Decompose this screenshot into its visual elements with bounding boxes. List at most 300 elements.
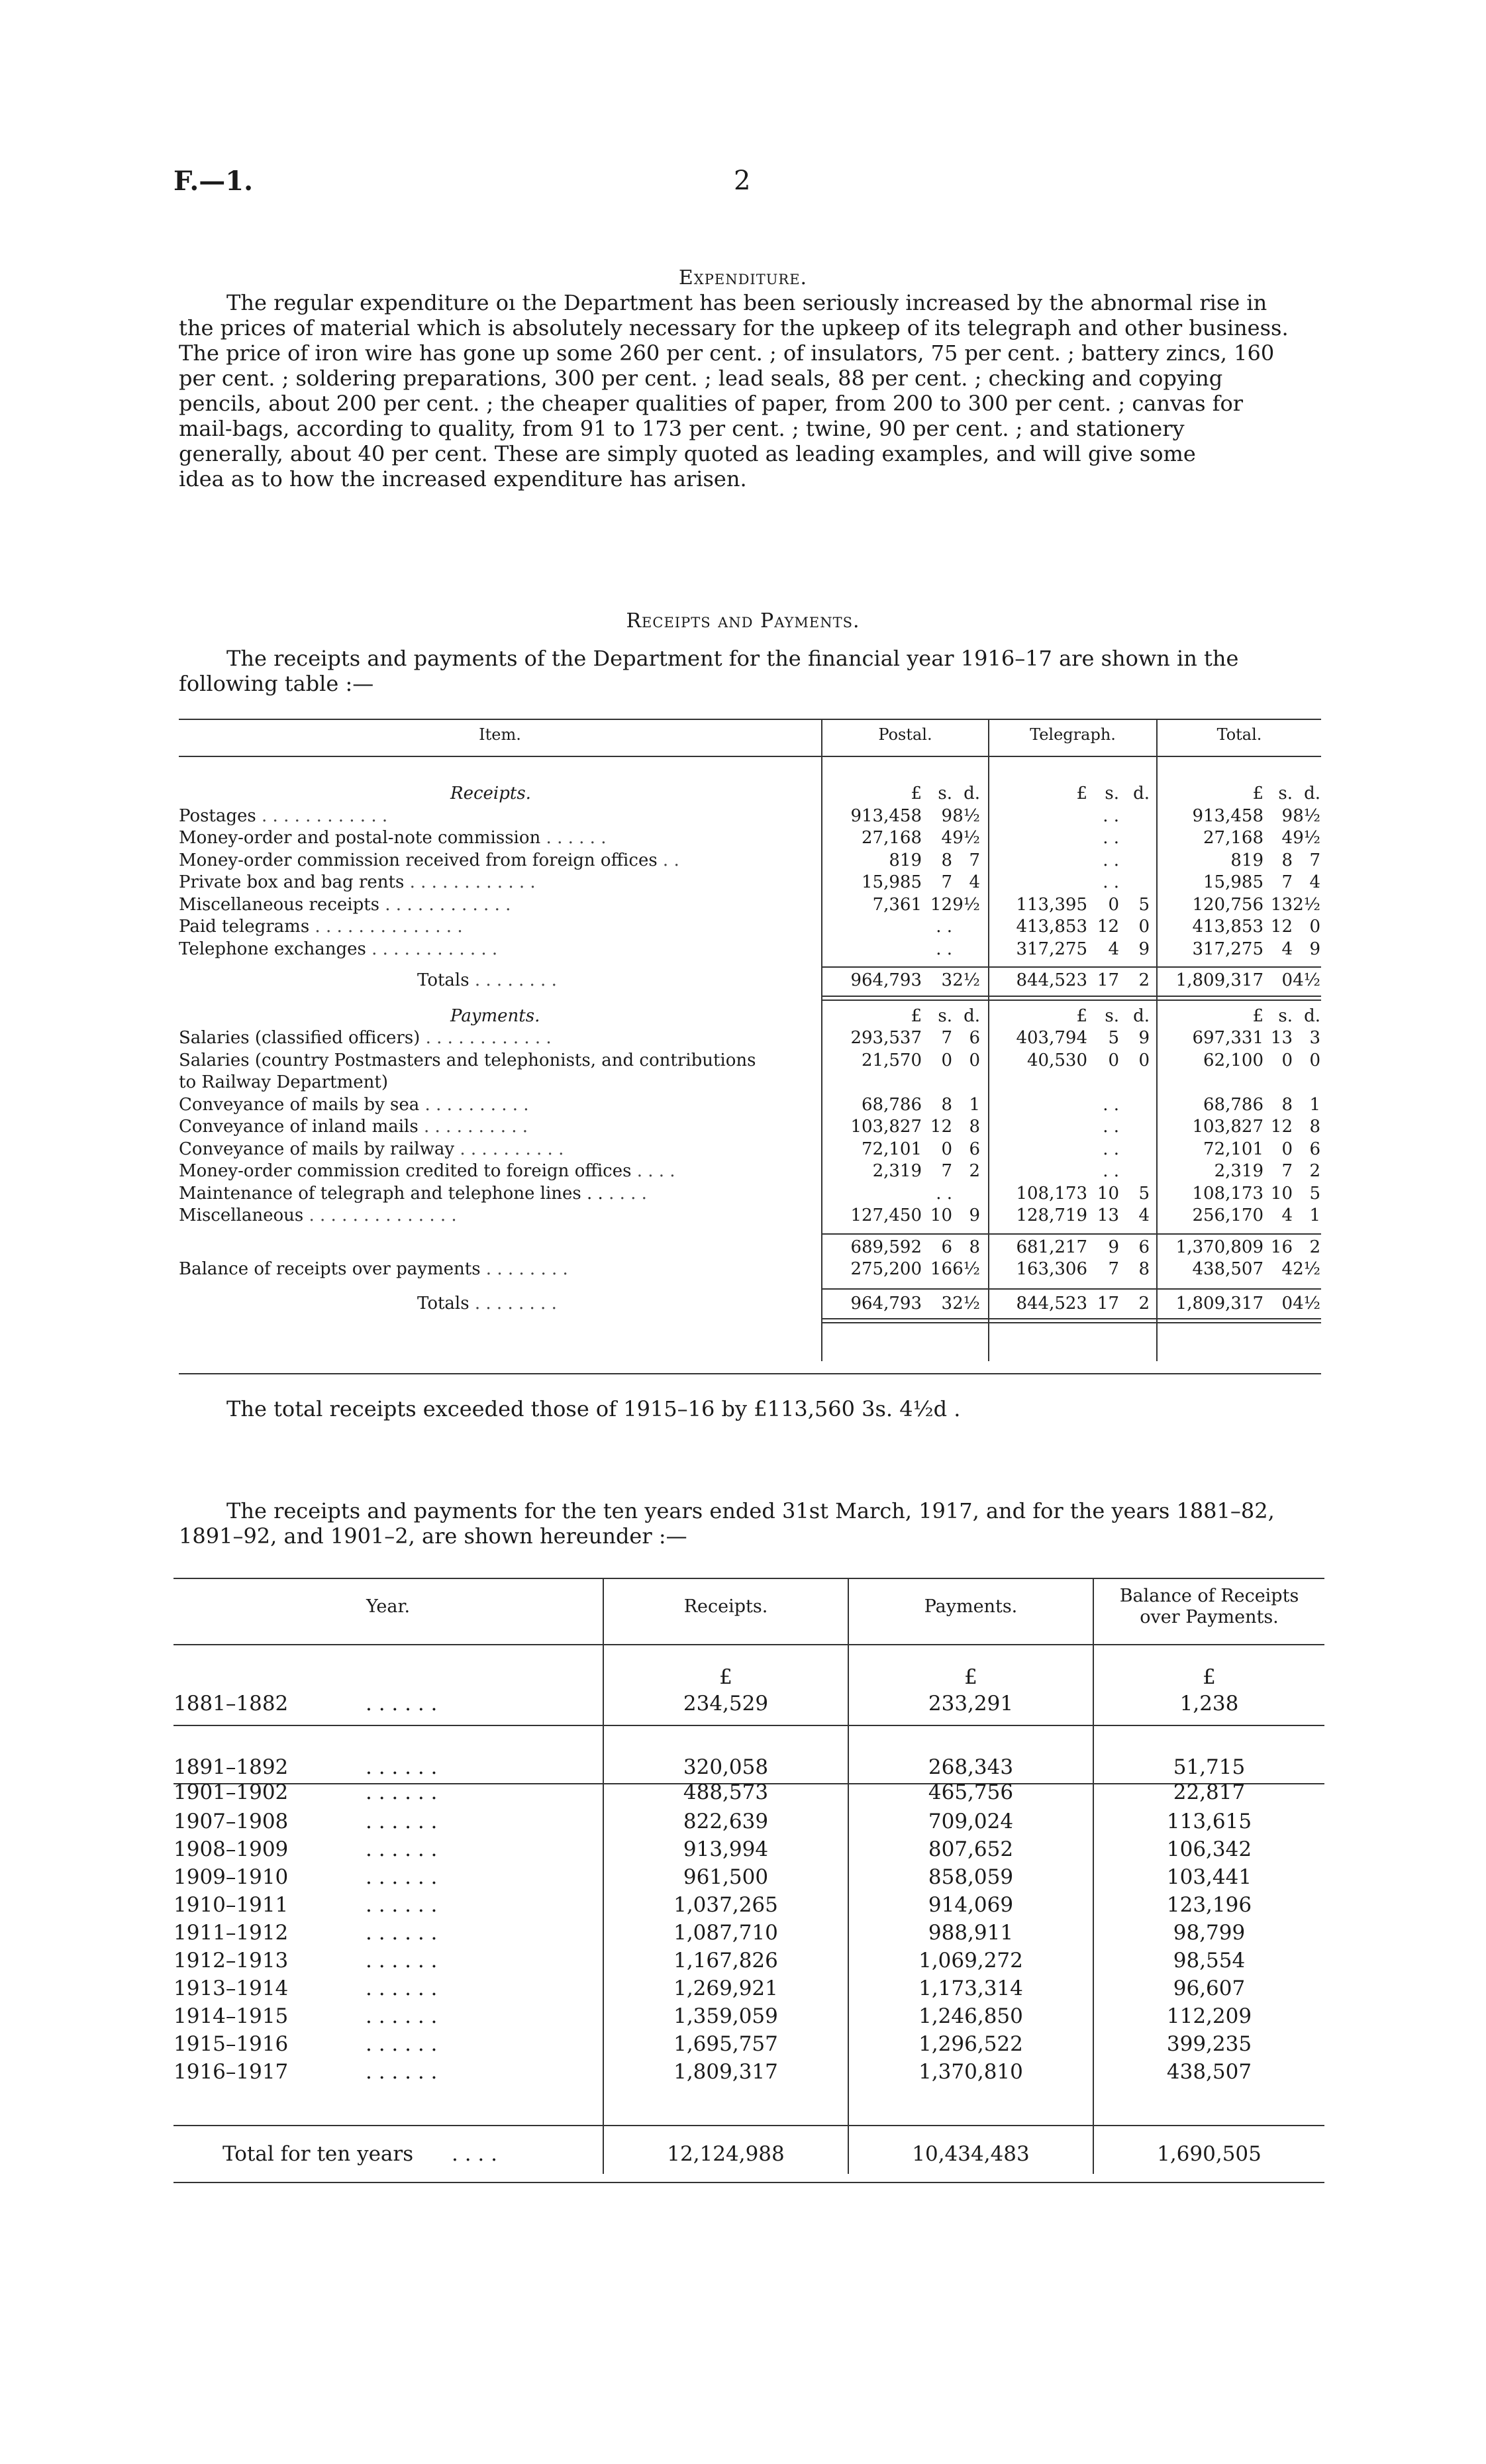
double-rule [1158, 996, 1321, 1001]
year-cell: 1911–1912 [173, 1921, 289, 1945]
cell-total-pence: 0 [1309, 917, 1320, 937]
cell-postal-shillings: 12 [930, 1117, 952, 1137]
leader-dots: . . . . . . . . . . [418, 1117, 528, 1137]
cell-telegraph-pounds: 113,395 [1016, 894, 1087, 915]
lsd-header: £ [1252, 1005, 1263, 1026]
cell-total-pounds: 27,168 [1203, 828, 1263, 848]
cell-total-pence: 2 [1309, 1161, 1320, 1181]
cell-total-shillings: 4 [1281, 1206, 1293, 1225]
sum-rule [989, 1288, 1156, 1290]
balance-cell: 438,507 [1166, 2060, 1252, 2084]
cell-total-pence: 3 [1309, 1028, 1320, 1048]
leader-dots: . . . . . . . . . . . . [256, 805, 388, 826]
lsd-header: d. [1304, 784, 1320, 803]
leader-dots: . . . . . . [366, 1865, 438, 1889]
leader-dots: . . . . . . . . . . . . . . [303, 1206, 457, 1225]
sum-rule [822, 1233, 988, 1235]
cell-total-pounds: 68,786 [1203, 1094, 1263, 1115]
receipts-cell: 1,167,826 [673, 1949, 778, 1973]
item-label [179, 872, 536, 892]
cell-postal-pounds: 2,319 [872, 1161, 922, 1181]
cell-telegraph-pence: 5 [1138, 1183, 1150, 1204]
sum-rule [1158, 966, 1321, 968]
cell-telegraph-pounds: 403,794 [1016, 1028, 1087, 1048]
cell-total-shillings: 12 [1270, 917, 1293, 937]
expenditure-paragraph [179, 290, 1324, 491]
payments-cell: 1,173,314 [918, 1976, 1023, 2000]
leader-dots: . . . . . . [366, 1921, 438, 1945]
cell-total-pounds: 62,100 [1203, 1050, 1263, 1070]
balance-cell: 1,238 [1179, 1692, 1239, 1716]
leader-dots: . . . . . . [540, 828, 607, 848]
cell-telegraph-pence: 9 [1138, 1028, 1150, 1048]
cell-telegraph-pounds: 844,523 [1016, 970, 1087, 990]
item-text: Miscellaneous [179, 1206, 304, 1225]
cell-total-pounds: 317,275 [1192, 939, 1263, 959]
item-label [179, 1184, 647, 1204]
cell-postal-shillings: 9 [941, 805, 952, 826]
year-cell: 1910–1911 [173, 1893, 289, 1917]
payments-cell: 1,296,522 [918, 2032, 1023, 2056]
item-label [179, 1095, 529, 1115]
cell-telegraph-pence: 0 [1138, 917, 1150, 937]
table-rule [179, 756, 1321, 757]
cell-postal-pence: 8 [969, 1237, 980, 1257]
cell-total-pence: 2½ [1293, 1259, 1320, 1279]
receipts-cell: 1,087,710 [673, 1921, 778, 1945]
cell-total-shillings: 13 [1270, 894, 1293, 915]
cell-total-pounds: 1,809,317 [1175, 970, 1263, 990]
leader-dots: . . . . . . . . . . [419, 1094, 529, 1115]
sum-rule [822, 966, 988, 968]
item-label [179, 806, 387, 826]
column-header-item: Item. [479, 725, 521, 744]
para-line: generally, about 40 per cent. These are simply quoted as leading examples, and will give some [179, 441, 1196, 466]
para-line: mail-bags, according to quality, from 91 to 173 per cent. ; twine, 90 per cent. ; and stationery [179, 416, 1185, 441]
item-text: Paid telegrams [179, 917, 310, 937]
item-text: Conveyance of inland mails [179, 1117, 419, 1137]
leader-dots: . . [657, 850, 679, 870]
cell-postal-pounds: 68,786 [862, 1094, 922, 1115]
item-text: Totals [417, 970, 470, 990]
receipts-payments-intro [179, 646, 1324, 696]
cell-total-pounds: 697,331 [1192, 1028, 1263, 1048]
cell-total-pounds: 1,370,809 [1175, 1237, 1263, 1257]
cell-postal-pence: 9 [969, 1206, 980, 1225]
item-text: Telephone exchanges [179, 939, 366, 959]
item-label [417, 1294, 557, 1313]
receipts-cell: 913,994 [683, 1837, 769, 1861]
cell-telegraph-pounds: 128,719 [1016, 1206, 1087, 1225]
cell-total-pounds: 1,809,317 [1175, 1293, 1263, 1313]
cell-telegraph-shillings: 5 [1108, 1028, 1119, 1048]
cell-telegraph-shillings: . . [1103, 1117, 1119, 1137]
receipts-note: The total receipts exceeded those of 1915–16 by £113,560 3s. 4½d . [226, 1396, 961, 1421]
cell-postal-pounds: 819 [889, 850, 922, 870]
cell-total-shillings: 8 [1281, 1094, 1293, 1115]
para-line: 1891–92, and 1901–2, are shown hereunder :— [179, 1523, 687, 1549]
cell-telegraph-pounds: 108,173 [1016, 1183, 1087, 1204]
item-text: Salaries (country Postmasters and telephonists, and contributions [179, 1050, 756, 1070]
table-rule [173, 2182, 1324, 2183]
item-text: Salaries (classified officers) [179, 1028, 421, 1048]
leader-dots: . . . . . . [366, 1780, 438, 1804]
para-line: the prices of material which is absolutely necessary for the upkeep of its telegraph and other business. [179, 315, 1289, 340]
lsd-header: s. [938, 1005, 952, 1026]
para-line: pencils, about 200 per cent. ; the cheaper qualities of paper, from 200 to 300 per cent. ; canvas for [179, 391, 1244, 416]
receipts-cell: 234,529 [683, 1692, 769, 1716]
lsd-header: d. [964, 1005, 980, 1026]
receipts-cell: 320,058 [683, 1755, 769, 1779]
cell-postal-shillings: 16 [930, 1259, 952, 1279]
leader-dots: . . . . . . [366, 1810, 438, 1833]
lsd-header: £ [1076, 784, 1087, 803]
leader-dots: . . . . [452, 2142, 497, 2166]
cell-total-pence: 9 [1309, 939, 1320, 959]
item-label [179, 1139, 564, 1159]
para-line: The receipts and payments of the Department for the financial year 1916–17 are shown in the [226, 646, 1239, 671]
item-label [179, 1206, 457, 1225]
cell-total-pounds: 438,507 [1192, 1259, 1263, 1279]
item-text: Totals [417, 1293, 470, 1313]
currency-symbol: £ [719, 1665, 732, 1689]
lsd-header: s. [938, 784, 952, 803]
table-rule [179, 1373, 1321, 1374]
year-cell: 1907–1908 [173, 1810, 289, 1833]
cell-postal-shillings: . . [936, 939, 952, 959]
table-rule [173, 2125, 1324, 2126]
expenditure-heading: Expenditure. [678, 266, 808, 289]
receipts-cell: 1,695,757 [673, 2032, 778, 2056]
item-label [179, 850, 679, 870]
cell-postal-pounds: 689,592 [850, 1237, 922, 1257]
item-label [179, 1051, 756, 1070]
lsd-header: d. [1304, 1005, 1320, 1026]
receipts-cell: 1,359,059 [673, 2004, 778, 2028]
cell-total-pence: 4 [1309, 872, 1320, 892]
column-header-total: Total. [1216, 725, 1262, 744]
item-label [179, 1117, 528, 1137]
cell-telegraph-shillings: . . [1103, 1161, 1119, 1181]
cell-total-pence: 2 [1309, 1237, 1320, 1257]
cell-postal-pence: 2 [969, 1161, 980, 1181]
cell-postal-shillings: 0 [941, 1139, 952, 1159]
cell-total-pounds: 72,101 [1203, 1139, 1263, 1159]
cell-total-pence: 9½ [1293, 828, 1320, 848]
receipts-cell: 1,269,921 [673, 1976, 778, 2000]
payments-cell: 988,911 [928, 1921, 1014, 1945]
lsd-header: s. [1105, 784, 1119, 803]
cell-postal-pounds: 127,450 [850, 1206, 922, 1225]
year-cell: 1914–1915 [173, 2004, 289, 2028]
cell-postal-shillings: . . [936, 1183, 952, 1204]
year-cell: 1908–1909 [173, 1837, 289, 1861]
balance-cell: 112,209 [1166, 2004, 1252, 2028]
cell-total-pence: 1 [1309, 1094, 1320, 1115]
cell-total-pence: 0 [1309, 1050, 1320, 1070]
payments-cell: 858,059 [928, 1865, 1014, 1889]
para-line: per cent. ; soldering preparations, 300 per cent. ; lead seals, 88 per cent. ; checking and copying [179, 366, 1223, 391]
item-text: Money-order and postal-note commission [179, 828, 541, 848]
year-cell: 1913–1914 [173, 1976, 289, 2000]
cell-telegraph-pounds: 40,530 [1027, 1050, 1087, 1070]
cell-total-shillings: 0 [1281, 1139, 1293, 1159]
leader-dots: . . . . . . . . [469, 1293, 557, 1313]
lsd-header: s. [1278, 784, 1293, 803]
currency-symbol: £ [1203, 1665, 1216, 1689]
cell-telegraph-pence: 6 [1138, 1237, 1150, 1257]
section-label-receipts: Receipts. [450, 784, 531, 803]
sum-rule [989, 966, 1156, 968]
lsd-header: £ [911, 1005, 922, 1026]
total-receipts: 12,124,988 [667, 2142, 785, 2166]
item-text: Postages [179, 805, 256, 826]
cell-total-shillings: 10 [1270, 1183, 1293, 1204]
cell-postal-shillings: 7 [941, 1028, 952, 1048]
cell-total-pounds: 413,853 [1192, 917, 1263, 937]
item-label [179, 917, 463, 937]
cell-postal-shillings: 8 [941, 1094, 952, 1115]
cell-postal-shillings: 12 [930, 894, 952, 915]
cell-telegraph-shillings: 7 [1108, 1259, 1119, 1279]
cell-total-pence: 4½ [1293, 1293, 1320, 1313]
leader-dots: . . . . . . [366, 1976, 438, 2000]
cell-telegraph-shillings: . . [1103, 872, 1119, 892]
cell-postal-pounds: 103,827 [850, 1117, 922, 1137]
cell-telegraph-pounds: 681,217 [1016, 1237, 1087, 1257]
cell-telegraph-pounds: 163,306 [1016, 1259, 1087, 1279]
leader-dots: . . . . . . . . . . . . [366, 939, 498, 959]
item-label [179, 1259, 568, 1279]
cell-total-shillings: 0 [1281, 970, 1293, 990]
cell-total-shillings: 4 [1281, 939, 1293, 959]
column-header-balance [1094, 1586, 1324, 1628]
item-text: Balance of receipts over payments [179, 1259, 481, 1279]
cell-postal-shillings: 10 [930, 1206, 952, 1225]
cell-postal-pence: 6 [969, 1028, 980, 1048]
payments-cell: 1,069,272 [918, 1949, 1023, 1973]
cell-telegraph-shillings: 4 [1108, 939, 1119, 959]
lsd-header: d. [964, 784, 980, 803]
column-rule [821, 719, 822, 1361]
cell-total-shillings: 7 [1281, 872, 1293, 892]
table-rule [173, 1725, 1324, 1726]
item-label [179, 895, 511, 915]
para-line: following table :— [179, 671, 374, 696]
balance-cell: 98,799 [1173, 1921, 1246, 1945]
item-text: Money-order commission credited to foreign offices [179, 1161, 632, 1181]
ten-years-table [173, 1578, 1324, 2214]
header-line: over Payments. [1140, 1607, 1279, 1627]
column-header-postal: Postal. [878, 725, 932, 744]
cell-telegraph-pounds: 317,275 [1016, 939, 1087, 959]
cell-telegraph-pounds: 844,523 [1016, 1293, 1087, 1313]
para-line: The regular expenditure oı the Department has been seriously increased by the abnormal rise in [226, 290, 1267, 315]
cell-postal-pence: 4 [969, 872, 980, 892]
cell-postal-pounds: 913,458 [850, 805, 922, 826]
item-label [417, 970, 557, 990]
sum-rule [1158, 1288, 1321, 1290]
cell-postal-pence: 2½ [952, 1293, 980, 1313]
total-balance: 1,690,505 [1157, 2142, 1262, 2166]
payments-cell: 233,291 [928, 1692, 1014, 1716]
year-cell: 1912–1913 [173, 1949, 289, 1973]
cell-total-pence: 8 [1309, 1117, 1320, 1137]
cell-postal-shillings: 7 [941, 1161, 952, 1181]
cell-postal-pounds: 21,570 [862, 1050, 922, 1070]
cell-telegraph-pence: 2 [1138, 1293, 1150, 1313]
para-line: The price of iron wire has gone up some 260 per cent. ; of insulators, 75 per cent. ; battery zincs, 160 [179, 340, 1275, 366]
lsd-header: d. [1133, 1005, 1150, 1026]
cell-telegraph-shillings: 0 [1108, 1050, 1119, 1070]
cell-postal-pounds: 27,168 [862, 828, 922, 848]
cell-total-pounds: 108,173 [1192, 1183, 1263, 1204]
cell-total-pence: 4½ [1293, 970, 1320, 990]
total-label: Total for ten years [223, 2142, 414, 2166]
column-header-receipts: Receipts. [683, 1596, 768, 1617]
receipts-payments-heading: Receipts and Payments. [626, 609, 860, 633]
cell-postal-shillings: 7 [941, 872, 952, 892]
balance-cell: 22,817 [1173, 1780, 1246, 1804]
cell-total-shillings: 4 [1281, 828, 1293, 848]
cell-total-pounds: 2,319 [1214, 1161, 1263, 1181]
year-cell: 1916–1917 [173, 2060, 289, 2084]
item-text: Maintenance of telegraph and telephone lines . . [179, 1183, 603, 1204]
balance-cell: 106,342 [1166, 1837, 1252, 1861]
ten-years-intro [179, 1498, 1324, 1549]
cell-telegraph-shillings: . . [1103, 805, 1119, 826]
payments-cell: 1,246,850 [918, 2004, 1023, 2028]
cell-postal-pounds: 964,793 [850, 970, 922, 990]
cell-postal-shillings: 3 [941, 1293, 952, 1313]
double-rule [1158, 1318, 1321, 1323]
balance-cell: 103,441 [1166, 1865, 1252, 1889]
cell-postal-pence: 6 [969, 1139, 980, 1159]
cell-total-shillings: 7 [1281, 1161, 1293, 1181]
leader-dots: . . . . . . [366, 1949, 438, 1973]
cell-telegraph-shillings: . . [1103, 1094, 1119, 1115]
double-rule [822, 996, 988, 1001]
cell-postal-pence: 2½ [952, 970, 980, 990]
payments-cell: 465,756 [928, 1780, 1014, 1804]
sum-rule [989, 1233, 1156, 1235]
total-payments: 10,434,483 [912, 2142, 1030, 2166]
double-rule [989, 996, 1156, 1001]
cell-postal-pence: 0 [969, 1050, 980, 1070]
item-label [179, 828, 606, 848]
cell-telegraph-pence: 8 [1138, 1259, 1150, 1279]
item-text: Money-order commission received from foreign offices [179, 850, 658, 870]
sum-rule [1158, 1233, 1321, 1235]
cell-telegraph-shillings: 12 [1097, 917, 1119, 937]
cell-telegraph-pounds: 413,853 [1016, 917, 1087, 937]
cell-postal-pounds: 7,361 [872, 894, 922, 915]
cell-total-pence: 8½ [1293, 805, 1320, 826]
cell-telegraph-shillings: 17 [1097, 970, 1119, 990]
table-rule [179, 719, 1321, 720]
lsd-header: d. [1133, 784, 1150, 803]
cell-telegraph-shillings: 13 [1097, 1206, 1119, 1225]
leader-dots: . . . . . . [366, 1837, 438, 1861]
cell-total-pounds: 103,827 [1192, 1117, 1263, 1137]
cell-total-shillings: 4 [1281, 1259, 1293, 1279]
cell-postal-shillings: 8 [941, 850, 952, 870]
cell-postal-pounds: 964,793 [850, 1293, 922, 1313]
item-label [179, 939, 497, 959]
cell-telegraph-pence: 0 [1138, 1050, 1150, 1070]
lsd-header: £ [1252, 784, 1263, 803]
item-label [179, 1028, 552, 1048]
balance-cell: 98,554 [1173, 1949, 1246, 1973]
leader-dots: . . . . . . . . . . . . [379, 894, 511, 915]
balance-cell: 123,196 [1166, 1893, 1252, 1917]
item-text: to Railway Department) [179, 1072, 389, 1092]
cell-postal-pence: 9½ [952, 894, 980, 915]
cell-postal-shillings: 0 [941, 1050, 952, 1070]
para-line: idea as to how the increased expenditure has arisen. [179, 466, 747, 491]
cell-postal-pence: 1 [969, 1094, 980, 1115]
cell-telegraph-pence: 2 [1138, 970, 1150, 990]
receipts-cell: 1,809,317 [673, 2060, 778, 2084]
receipts-cell: 822,639 [683, 1810, 769, 1833]
leader-dots: . . . . . . . . [469, 970, 557, 990]
lsd-header: s. [1105, 1005, 1119, 1026]
item-label [179, 1072, 388, 1092]
cell-total-pence: 6 [1309, 1139, 1320, 1159]
cell-total-shillings: 13 [1270, 1028, 1293, 1048]
cell-total-pence: 2½ [1293, 894, 1320, 915]
cell-postal-pence: 7 [969, 850, 980, 870]
leader-dots: . . . . . . [366, 1692, 438, 1716]
balance-cell: 399,235 [1166, 2032, 1252, 2056]
item-text: Conveyance of mails by sea [179, 1094, 420, 1115]
cell-telegraph-shillings: . . [1103, 850, 1119, 870]
column-header-year: Year. [366, 1596, 411, 1617]
leader-dots: . . . . . . . . . . . . [420, 1028, 552, 1048]
cell-telegraph-pence: 9 [1138, 939, 1150, 959]
column-header-payments: Payments. [924, 1596, 1018, 1617]
receipts-cell: 488,573 [683, 1780, 769, 1804]
cell-total-shillings: 0 [1281, 1293, 1293, 1313]
cell-postal-pence: 9½ [952, 828, 980, 848]
cell-telegraph-shillings: 17 [1097, 1293, 1119, 1313]
cell-telegraph-pence: 5 [1138, 894, 1150, 915]
cell-telegraph-shillings: . . [1103, 1139, 1119, 1159]
leader-dots: . . . . . . [366, 2032, 438, 2056]
cell-total-pounds: 819 [1230, 850, 1263, 870]
column-header-telegraph: Telegraph. [1030, 725, 1116, 744]
cell-telegraph-pence: 4 [1138, 1206, 1150, 1225]
year-cell: 1891–1892 [173, 1755, 289, 1779]
cell-postal-shillings: 3 [941, 970, 952, 990]
leader-dots: . . . . . . [366, 1755, 438, 1779]
table-rule [173, 1644, 1324, 1645]
cell-total-pence: 5 [1309, 1183, 1320, 1204]
balance-cell: 51,715 [1173, 1755, 1246, 1779]
lsd-header: s. [1278, 1005, 1293, 1026]
payments-cell: 807,652 [928, 1837, 1014, 1861]
leader-dots: . . . . . . [366, 1893, 438, 1917]
receipts-payments-table [179, 719, 1321, 1381]
document-code: F.—1. [173, 166, 254, 197]
cell-total-pounds: 913,458 [1192, 805, 1263, 826]
column-rule [1156, 719, 1158, 1361]
item-text: Private box and bag rents [179, 872, 405, 892]
lsd-header: £ [1076, 1005, 1087, 1026]
leader-dots: . . . . . . . . [480, 1259, 568, 1279]
cell-total-shillings: 9 [1281, 805, 1293, 826]
cell-telegraph-shillings: 10 [1097, 1183, 1119, 1204]
